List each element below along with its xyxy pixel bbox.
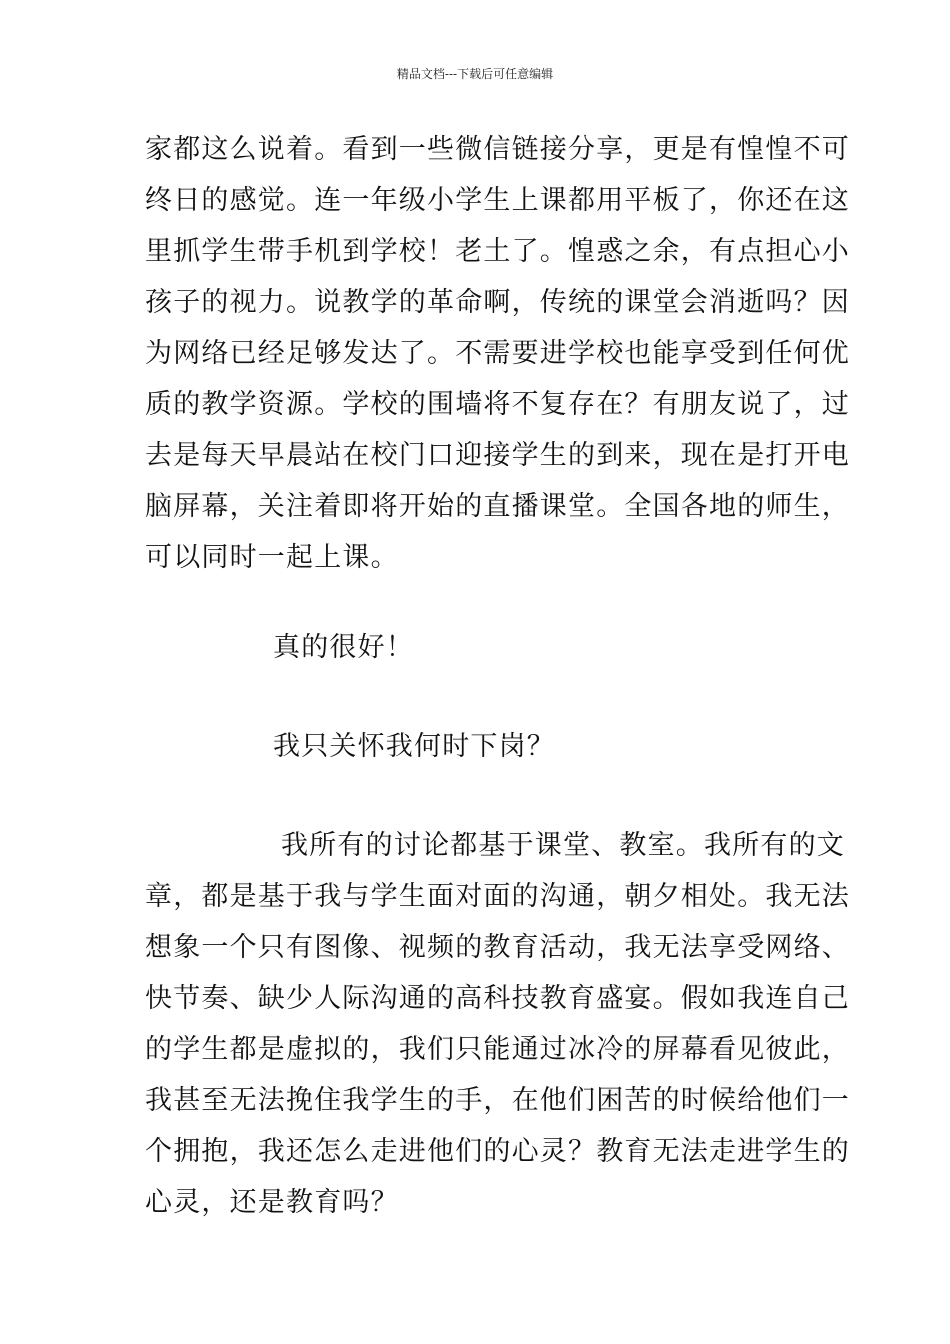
paragraph-line: 家都这么说着。看到一些微信链接分享，更是有惶惶不可 xyxy=(145,134,850,165)
paragraph-line: 我所有的讨论都基于课堂、教室。我所有的文 xyxy=(281,830,845,861)
paragraph-line: 的学生都是虚拟的，我们只能通过冰冷的屏幕看见彼此， xyxy=(145,1034,850,1065)
paragraph-line: 想象一个只有图像、视频的教育活动，我无法享受网络、 xyxy=(145,932,850,963)
paragraph-line: 快节奏、缺少人际沟通的高科技教育盛宴。假如我连自己 xyxy=(145,983,850,1014)
paragraph-line: 孩子的视力。说教学的革命啊，传统的课堂会消逝吗？因 xyxy=(145,287,850,318)
paragraph-line: 里抓学生带手机到学校！老土了。惶惑之余，有点担心小 xyxy=(145,236,850,267)
paragraph-line: 我甚至无法挽住我学生的手，在他们困苦的时候给他们一 xyxy=(145,1085,850,1116)
paragraph-line: 去是每天早晨站在校门口迎接学生的到来，现在是打开电 xyxy=(145,440,850,471)
paragraph-line: 真的很好！ xyxy=(273,632,414,663)
paragraph-line: 章，都是基于我与学生面对面的沟通，朝夕相处。我无法 xyxy=(145,881,850,912)
paragraph-line: 为网络已经足够发达了。不需要进学校也能享受到任何优 xyxy=(145,338,850,369)
paragraph-line: 个拥抱，我还怎么走进他们的心灵？教育无法走进学生的 xyxy=(145,1136,850,1167)
paragraph-line: 可以同时一起上课。 xyxy=(145,542,399,573)
paragraph-line: 终日的感觉。连一年级小学生上课都用平板了，你还在这 xyxy=(145,185,850,216)
paragraph-line: 心灵，还是教育吗？ xyxy=(145,1187,399,1218)
paragraph-line: 脑屏幕，关注着即将开始的直播课堂。全国各地的师生， xyxy=(145,491,850,522)
page-header: 精品文档---下载后可任意编辑 xyxy=(396,67,554,81)
paragraph-line: 我只关怀我何时下岗？ xyxy=(273,731,555,762)
paragraph-line: 质的教学资源。学校的围墙将不复存在？有朋友说了，过 xyxy=(145,389,850,420)
